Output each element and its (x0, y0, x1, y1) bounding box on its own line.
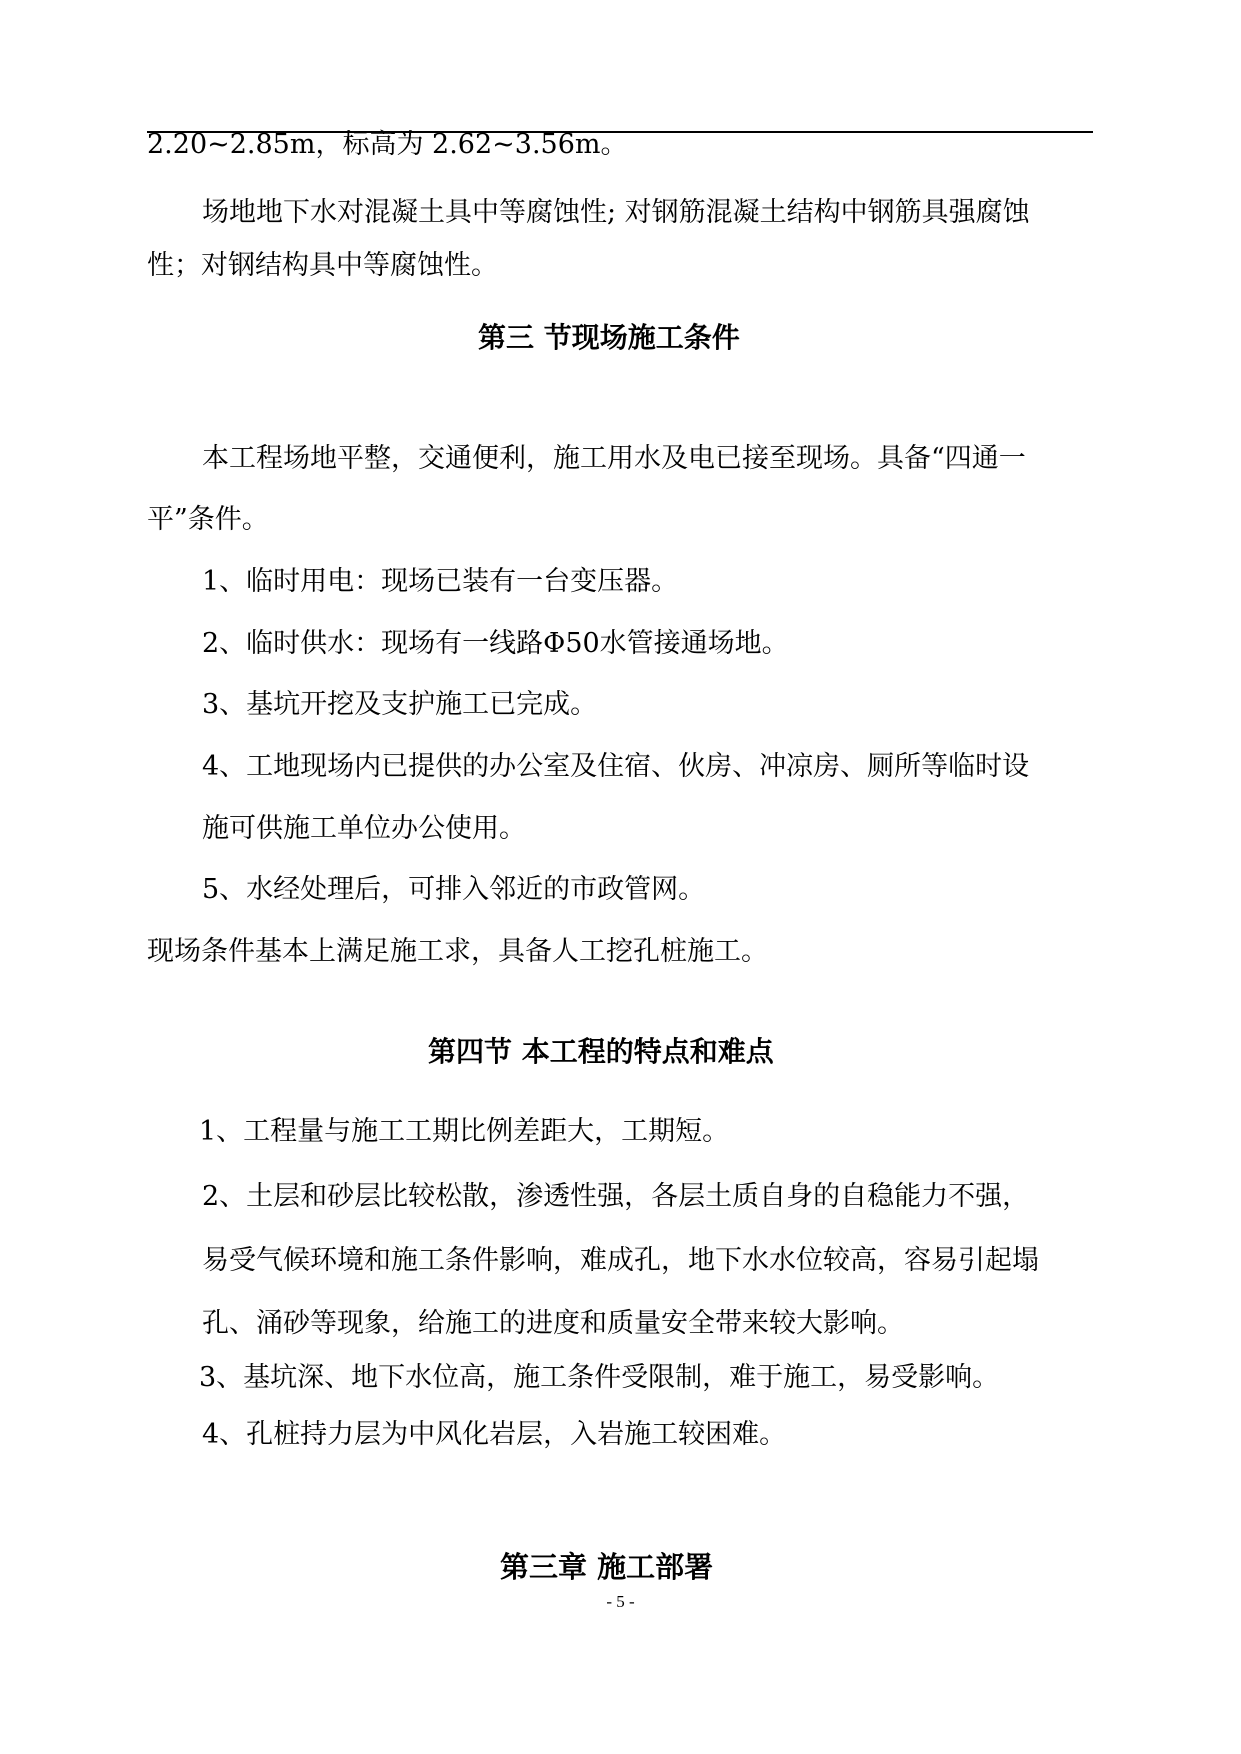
page-number: - 5 - (606, 1592, 635, 1611)
list-item: 2、土层和砂层比较松散，渗透性强，各层土质自身的自稳能力不强， (202, 1181, 1030, 1212)
list-item: 3、基坑深、地下水位高，施工条件受限制，难于施工，易受影响。 (199, 1362, 1000, 1393)
list-item: 3、基坑开挖及支护施工已完成。 (202, 689, 598, 720)
list-item: 4、孔桩持力层为中风化岩层，入岩施工较困难。 (202, 1419, 787, 1450)
text-line: 2.20~2.85m，标高为 2.62~3.56m。 (147, 129, 628, 160)
list-item: 2、临时供水：现场有一线路Φ50水管接通场地。 (202, 628, 789, 659)
list-item-continuation: 施可供施工单位办公使用。 (202, 813, 526, 844)
summary-line: 现场条件基本上满足施工求，具备人工挖孔桩施工。 (147, 936, 768, 967)
list-item: 4、工地现场内已提供的办公室及住宿、伙房、冲凉房、厕所等临时设 (202, 751, 1030, 782)
chapter-heading-3: 第三章 施工部署 (500, 1550, 714, 1584)
list-item: 1、工程量与施工工期比例差距大，工期短。 (199, 1116, 730, 1147)
list-item-continuation: 易受气候环境和施工条件影响，难成孔，地下水水位较高，容易引起塌 (202, 1245, 1039, 1276)
section-heading-4: 第四节 本工程的特点和难点 (428, 1035, 774, 1068)
text-line: 平”条件。 (147, 504, 269, 535)
list-item: 5、水经处理后，可排入邻近的市政管网。 (202, 874, 706, 905)
text-line: 性；对钢结构具中等腐蚀性。 (147, 250, 498, 281)
text-line: 本工程场地平整，交通便利，施工用水及电已接至现场。具备“四通一 (202, 443, 1026, 474)
text-line: 场地地下水对混凝土具中等腐蚀性; 对钢筋混凝土结构中钢筋具强腐蚀 (202, 197, 1030, 228)
list-item: 1、临时用电：现场已装有一台变压器。 (202, 566, 679, 597)
section-heading-3: 第三 节现场施工条件 (478, 321, 740, 354)
list-item-continuation: 孔、涌砂等现象，给施工的进度和质量安全带来较大影响。 (202, 1308, 904, 1339)
